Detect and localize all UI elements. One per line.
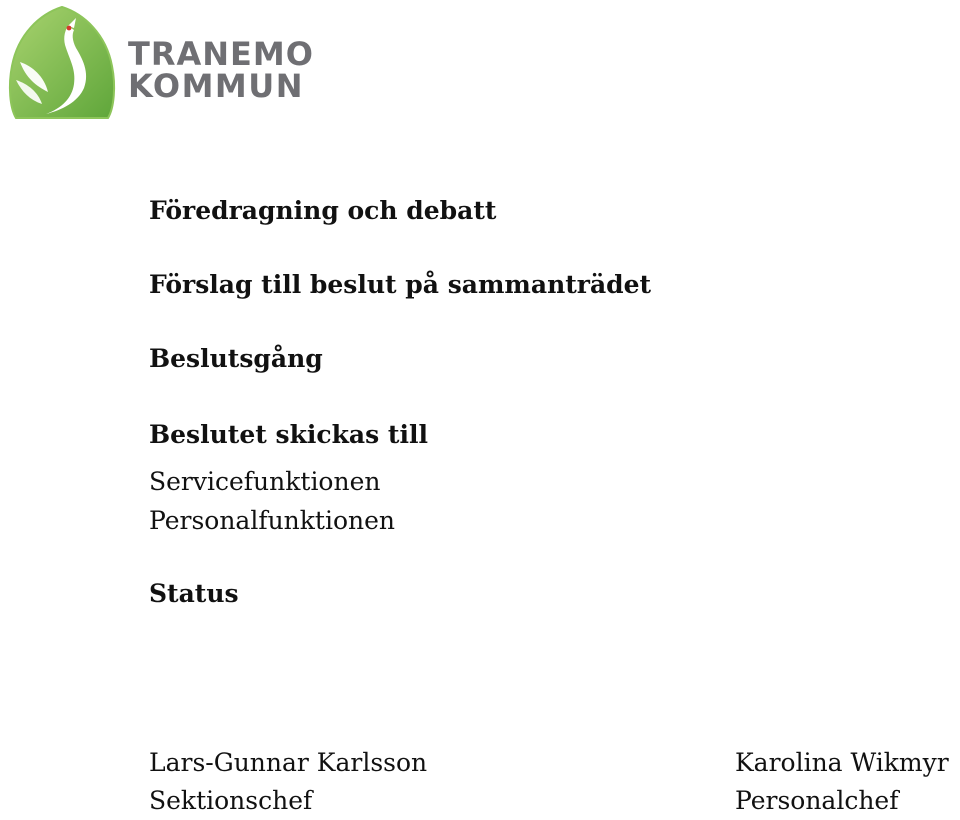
heading-status: Status (149, 579, 239, 608)
signature-right-title: Personalchef (735, 786, 899, 815)
recipient-personalfunktionen: Personalfunktionen (149, 506, 396, 535)
heading-skickas-till: Beslutet skickas till (149, 420, 428, 449)
signature-left (149, 744, 427, 820)
logo-wordmark (128, 35, 314, 105)
heading-beslutsgang: Beslutsgång (149, 344, 323, 373)
logo-line-kommun: KOMMUN (128, 67, 305, 105)
signature-right (735, 744, 949, 820)
tranemo-kommun-logo (6, 4, 326, 122)
heading-forslag: Förslag till beslut på sammanträdet (149, 270, 652, 299)
signature-left-name: Lars-Gunnar Karlsson (149, 748, 428, 777)
crane-shield-icon (6, 4, 118, 122)
signature-right-name: Karolina Wikmyr (735, 748, 949, 777)
heading-foredragning: Föredragning och debatt (149, 196, 497, 225)
recipient-servicefunktionen: Servicefunktionen (149, 467, 381, 496)
signature-left-title: Sektionschef (149, 786, 313, 815)
logo-line-tranemo: TRANEMO (128, 35, 314, 73)
